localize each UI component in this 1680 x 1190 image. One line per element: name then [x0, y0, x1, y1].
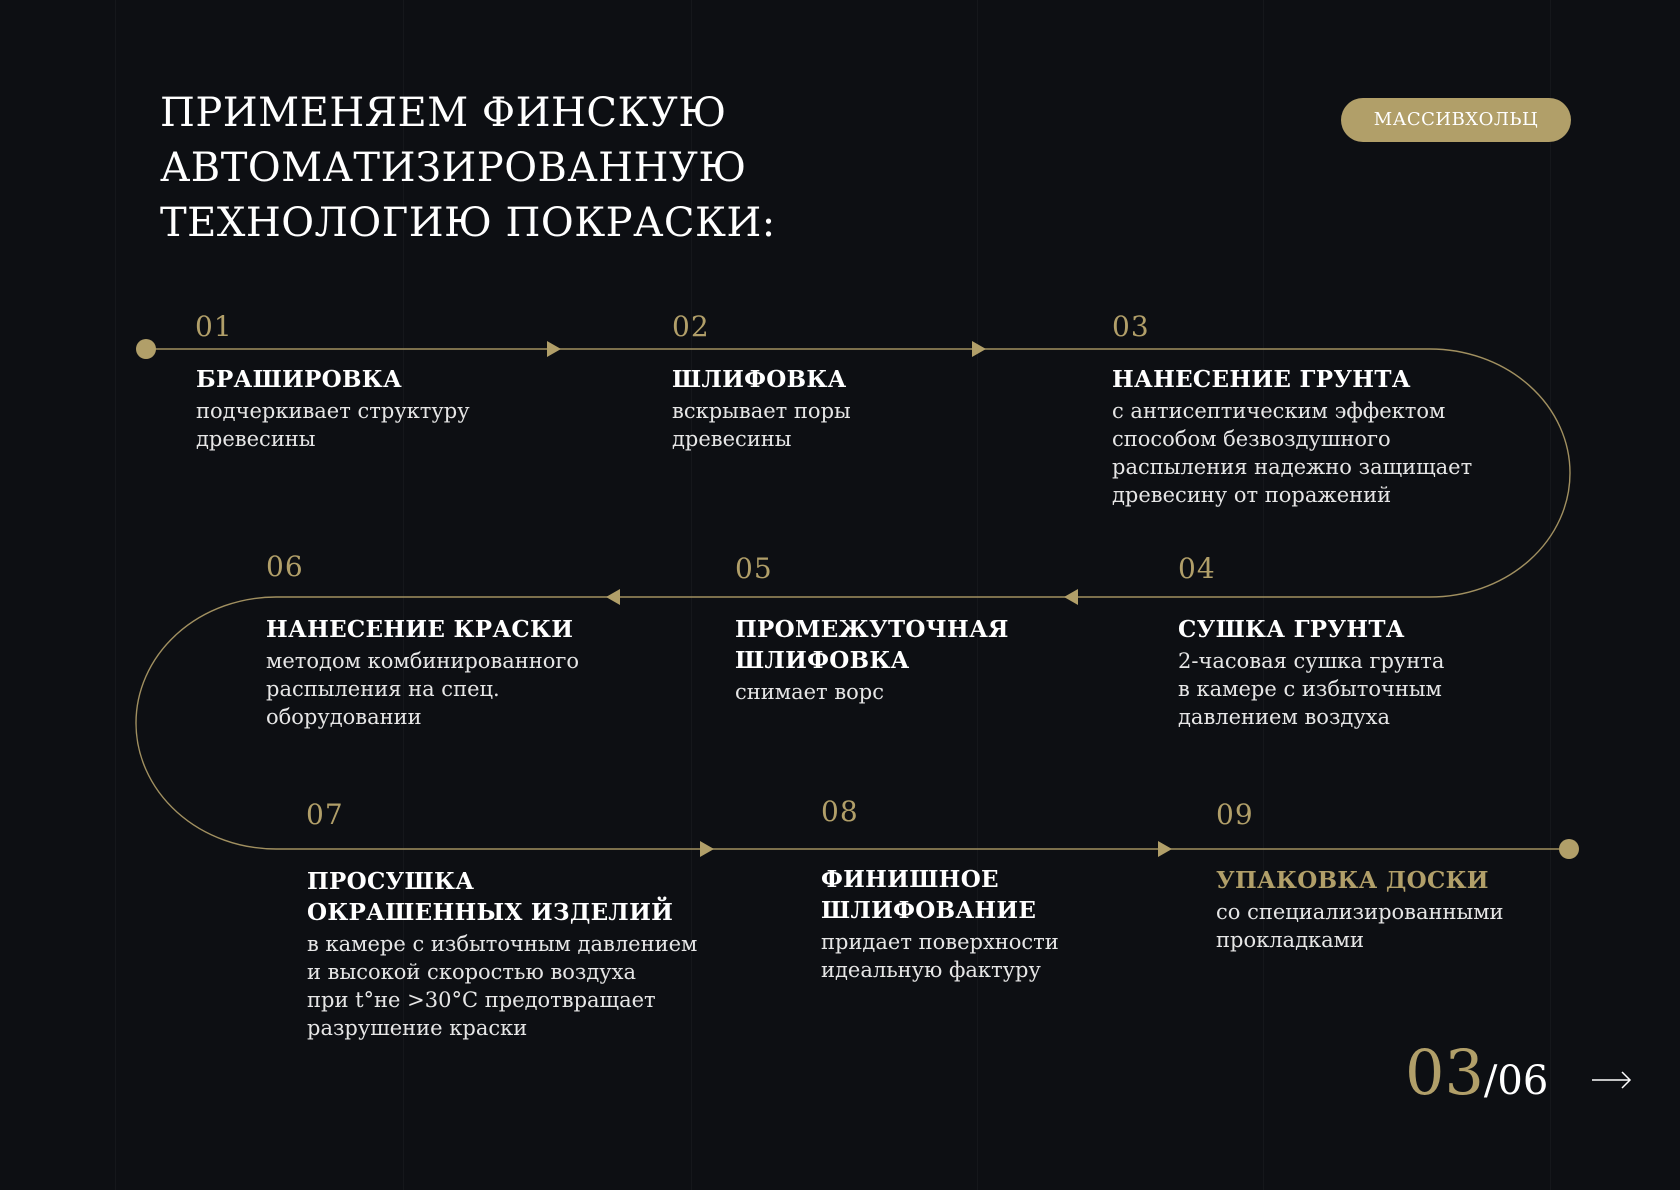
step-title-line: ФИНИШНОЕ — [821, 866, 999, 893]
step-04 — [1178, 614, 1444, 731]
path-start-dot — [136, 339, 156, 359]
step-title: СУШКА ГРУНТА — [1178, 616, 1405, 643]
title-line: ПРИМЕНЯЕМ ФИНСКУЮ — [160, 90, 727, 136]
step-title-line: ШЛИФОВАНИЕ — [821, 897, 1037, 924]
path-arrow-right — [547, 341, 561, 357]
step-number: 08 — [821, 795, 859, 828]
step-title-line: ПРОМЕЖУТОЧНАЯ — [735, 616, 1009, 643]
step-description: с антисептическим эффектом способом безвоздушного распыления надежно защищает древесину от поражений — [1112, 399, 1473, 507]
path-arrow-right — [700, 841, 714, 857]
step-description: в камере с избыточным давлением и высокой скоростью воздуха при t°не >30°С предотвращает разрушение краски — [307, 932, 698, 1040]
step-number: 03 — [1112, 310, 1150, 343]
path-arrow-left — [606, 589, 620, 605]
step-title: БРАШИРОВКА — [196, 366, 403, 393]
step-title — [307, 866, 697, 928]
step-07 — [307, 866, 697, 1042]
path-end-dot — [1559, 839, 1579, 859]
path-arrow-left — [1064, 589, 1078, 605]
title-line: ТЕХНОЛОГИЮ ПОКРАСКИ: — [160, 200, 776, 246]
step-number: 04 — [1178, 552, 1216, 585]
step-number: 02 — [672, 310, 710, 343]
step-title-line: ШЛИФОВКА — [735, 647, 910, 674]
title-line: АВТОМАТИЗИРОВАННУЮ — [160, 145, 747, 191]
brand-button[interactable]: МАССИВХОЛЬЦ — [1341, 98, 1571, 142]
step-description: 2-часовая сушка грунта в камере с избыточным давлением воздуха — [1178, 649, 1445, 729]
step-03 — [1112, 364, 1472, 509]
step-number: 01 — [195, 310, 233, 343]
step-05 — [735, 614, 1009, 706]
pager-total: 06 — [1497, 1058, 1549, 1104]
step-number: 05 — [735, 552, 773, 585]
step-number: 07 — [306, 798, 344, 831]
step-02 — [672, 364, 851, 453]
step-09 — [1216, 865, 1504, 954]
step-01 — [196, 364, 470, 453]
slide-pager — [1405, 1036, 1549, 1109]
step-08 — [821, 864, 1059, 984]
step-title — [735, 614, 1009, 676]
step-title: НАНЕСЕНИЕ КРАСКИ — [266, 616, 574, 643]
step-description: со специализированными прокладками — [1216, 900, 1504, 952]
step-description: снимает ворс — [735, 680, 884, 704]
pager-current: 03 — [1405, 1036, 1484, 1109]
path-arrow-right — [972, 341, 986, 357]
step-number: 06 — [266, 550, 304, 583]
step-description: вскрывает поры древесины — [672, 399, 851, 451]
step-title-line: ПРОСУШКА — [307, 868, 475, 895]
path-arrow-right — [1158, 841, 1172, 857]
step-title: НАНЕСЕНИЕ ГРУНТА — [1112, 366, 1411, 393]
step-description: методом комбинированного распыления на спец. оборудовании — [266, 649, 580, 729]
step-title — [821, 864, 1059, 926]
arrow-right-icon[interactable] — [1590, 1068, 1634, 1096]
pager-separator: / — [1483, 1058, 1498, 1104]
step-number: 09 — [1216, 798, 1254, 831]
step-title: УПАКОВКА ДОСКИ — [1216, 867, 1489, 894]
step-title: ШЛИФОВКА — [672, 366, 847, 393]
step-title-line: ОКРАШЕННЫХ ИЗДЕЛИЙ — [307, 899, 674, 926]
step-description: подчеркивает структуру древесины — [196, 399, 470, 451]
step-06 — [266, 614, 579, 731]
step-description: придает поверхности идеальную фактуру — [821, 930, 1059, 982]
